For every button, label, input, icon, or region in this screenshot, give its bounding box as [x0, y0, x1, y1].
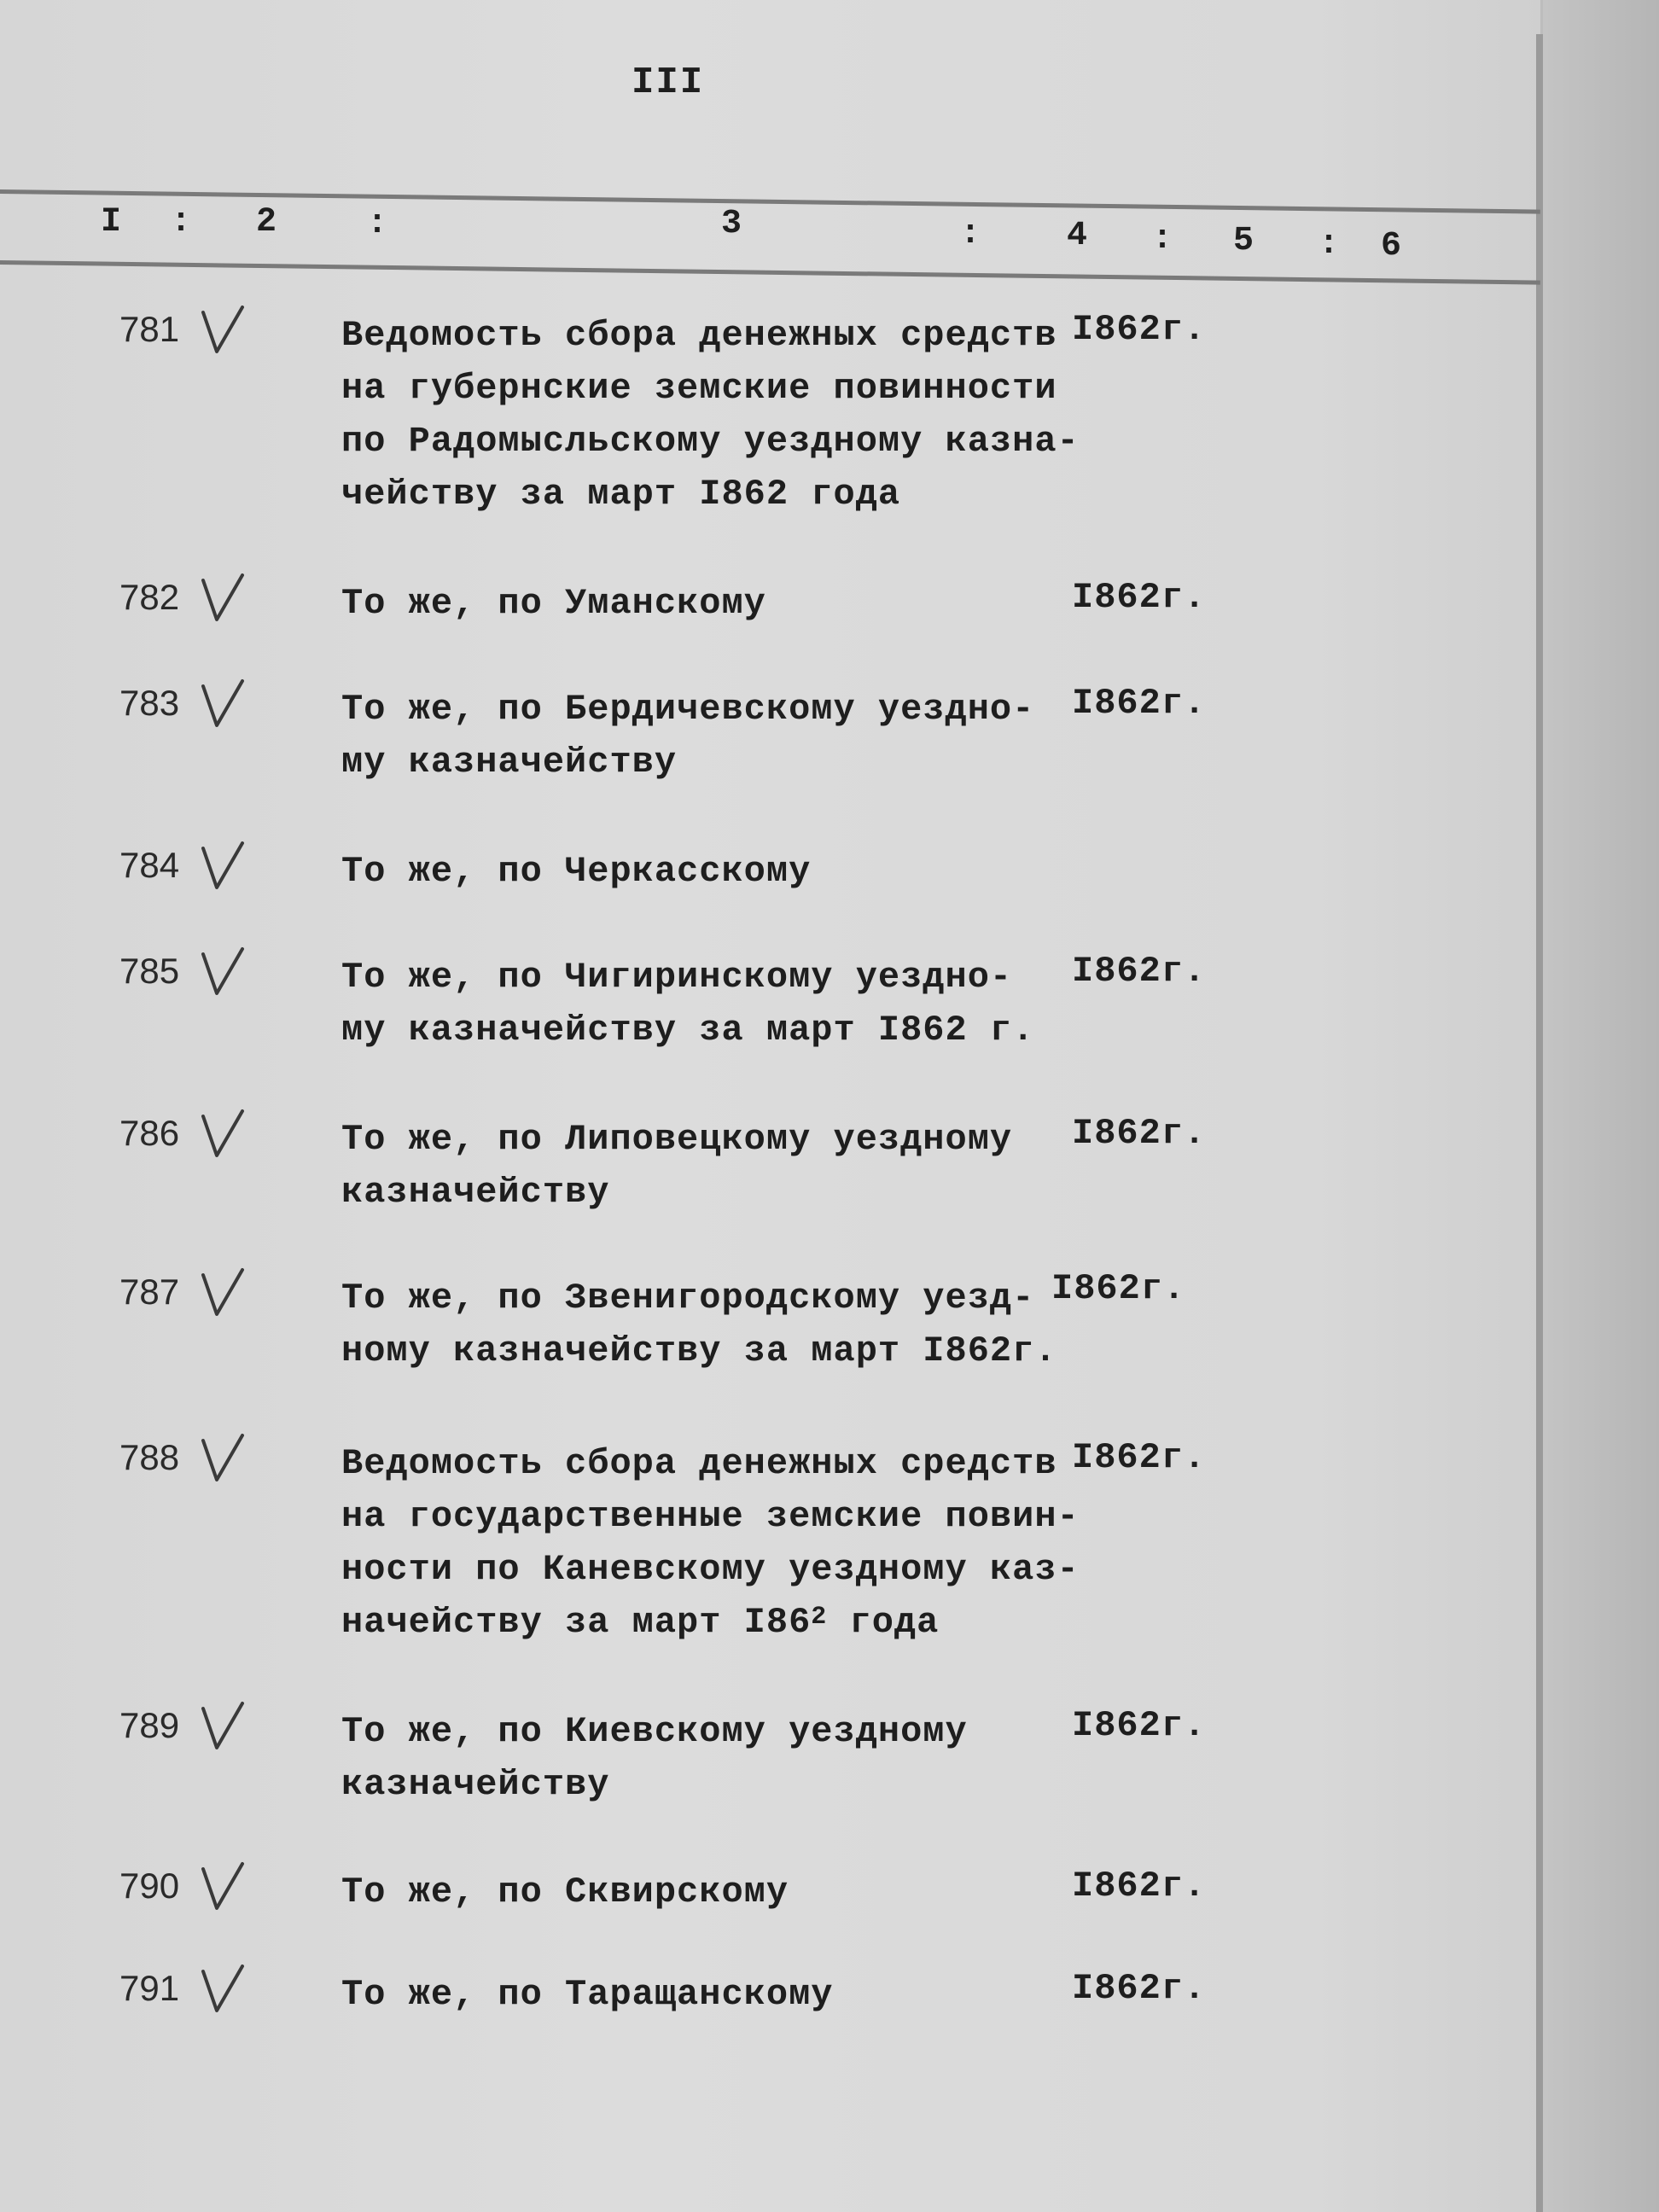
description-line — [341, 1968, 834, 2021]
entry-description — [341, 951, 1034, 1057]
description-text: То же, по Таращанскому — [341, 1974, 834, 2015]
check-mark-icon — [198, 1700, 247, 1753]
description-text: казначейству — [341, 1764, 610, 1805]
column-header-2: 2 — [256, 203, 277, 242]
entry-number: 789 — [119, 1705, 180, 1745]
description-line — [341, 1866, 789, 1918]
entry-number: 781 — [119, 309, 180, 349]
description-line — [341, 309, 1080, 362]
description-line — [341, 1004, 1034, 1057]
entry-description — [341, 683, 1034, 789]
entry-number: 783 — [119, 683, 180, 723]
entry-year: I862г. — [1072, 1968, 1207, 2009]
description-line — [341, 415, 1080, 468]
entry-number: 785 — [119, 951, 180, 991]
description-text: начейству за март I86 — [341, 1602, 812, 1643]
check-mark-icon — [198, 1266, 247, 1319]
entry-number: 791 — [119, 1968, 180, 2008]
check-mark-icon — [198, 1108, 247, 1161]
description-line — [341, 736, 1034, 789]
check-mark-icon — [198, 1432, 247, 1485]
column-separator: : — [1152, 220, 1173, 259]
description-text: Ведомость сбора денежных средств — [341, 1443, 1057, 1484]
entry-description — [341, 1272, 1057, 1377]
description-line — [341, 1437, 1080, 1490]
description-text: по Радомысльскому уездному казна- — [341, 421, 1080, 462]
check-mark-icon — [198, 1860, 247, 1913]
background-page — [1543, 0, 1659, 2212]
entry-description — [341, 845, 811, 898]
description-line — [341, 1490, 1080, 1543]
description-line — [341, 683, 1034, 736]
description-text: му казначейству за март I862 г. — [341, 1010, 1035, 1051]
description-text: ному казначейству за март I862г. — [341, 1330, 1057, 1371]
entry-description — [341, 1437, 1080, 1649]
entry-year: I862г. — [1072, 1705, 1207, 1746]
check-mark-icon — [198, 304, 247, 357]
description-line — [341, 1272, 1057, 1324]
description-text: чейству за март I862 года — [341, 474, 901, 515]
description-line — [341, 362, 1080, 415]
description-line — [341, 577, 766, 630]
page-number: III — [632, 61, 705, 104]
description-text: То же, по Черкасскому — [341, 851, 812, 892]
column-separator: : — [367, 205, 388, 243]
check-mark-icon — [198, 840, 247, 893]
description-text: То же, по Сквирскому — [341, 1871, 789, 1912]
description-text: То же, по Уманскому — [341, 583, 766, 624]
check-mark-icon — [198, 678, 247, 731]
entry-number: 788 — [119, 1437, 180, 1477]
description-text: То же, по Звенигородскому уезд- — [341, 1278, 1035, 1318]
entry-number: 790 — [119, 1866, 180, 1906]
entry-description — [341, 1705, 968, 1811]
description-text: То же, по Бердичевскому уездно- — [341, 689, 1035, 730]
entry-description — [341, 577, 766, 630]
check-mark-icon — [198, 1963, 247, 2016]
column-header-6: 6 — [1381, 227, 1402, 265]
description-text: му казначейству — [341, 742, 678, 783]
entry-year: I862г. — [1072, 577, 1207, 618]
entry-number: 786 — [119, 1113, 180, 1153]
column-separator: : — [171, 203, 192, 242]
superscript-correction: 2 — [811, 1603, 828, 1632]
column-header-5: 5 — [1233, 222, 1254, 260]
column-separator: : — [960, 215, 981, 253]
entry-number: 782 — [119, 577, 180, 617]
description-line — [341, 1166, 1012, 1219]
entry-year: I862г. — [1072, 951, 1207, 992]
description-text: То же, по Киевскому уездному — [341, 1711, 968, 1752]
description-text: казначейству — [341, 1172, 610, 1213]
description-line — [341, 1324, 1057, 1377]
entry-year: I862г. — [1072, 1437, 1207, 1478]
entry-year: I862г. — [1072, 309, 1207, 350]
check-mark-icon — [198, 946, 247, 998]
description-line — [341, 468, 1080, 521]
entry-year: I862г. — [1072, 683, 1207, 724]
entry-description — [341, 1113, 1012, 1219]
description-text: То же, по Чигиринскому уездно- — [341, 957, 1013, 998]
description-line — [341, 951, 1034, 1004]
column-header-4: 4 — [1067, 217, 1088, 255]
entry-year: I862г. — [1072, 1866, 1207, 1906]
description-text: То же, по Липовецкому уездному — [341, 1119, 1013, 1160]
description-text: ности по Каневскому уездному каз- — [341, 1549, 1080, 1590]
description-line — [341, 1596, 1080, 1649]
description-line — [341, 845, 811, 898]
entry-number: 787 — [119, 1272, 180, 1312]
description-line — [341, 1705, 968, 1758]
entry-year: I862г. — [1072, 1113, 1207, 1154]
entry-description — [341, 1968, 834, 2021]
column-header-1: I — [101, 203, 122, 242]
description-line — [341, 1758, 968, 1811]
column-separator: : — [1318, 225, 1340, 264]
check-mark-icon — [198, 572, 247, 625]
description-line — [341, 1543, 1080, 1596]
description-text: на государственные земские повин- — [341, 1496, 1080, 1537]
entry-number: 784 — [119, 845, 180, 885]
description-text: года — [827, 1602, 940, 1643]
entry-year: I862г. — [1051, 1268, 1186, 1309]
description-line — [341, 1113, 1012, 1166]
entry-description — [341, 309, 1080, 521]
page-edge — [1536, 34, 1543, 2212]
description-text: на губернские земские повинности — [341, 368, 1057, 409]
description-text: Ведомость сбора денежных средств — [341, 315, 1057, 356]
entry-description — [341, 1866, 789, 1918]
column-header-3: 3 — [721, 205, 742, 243]
